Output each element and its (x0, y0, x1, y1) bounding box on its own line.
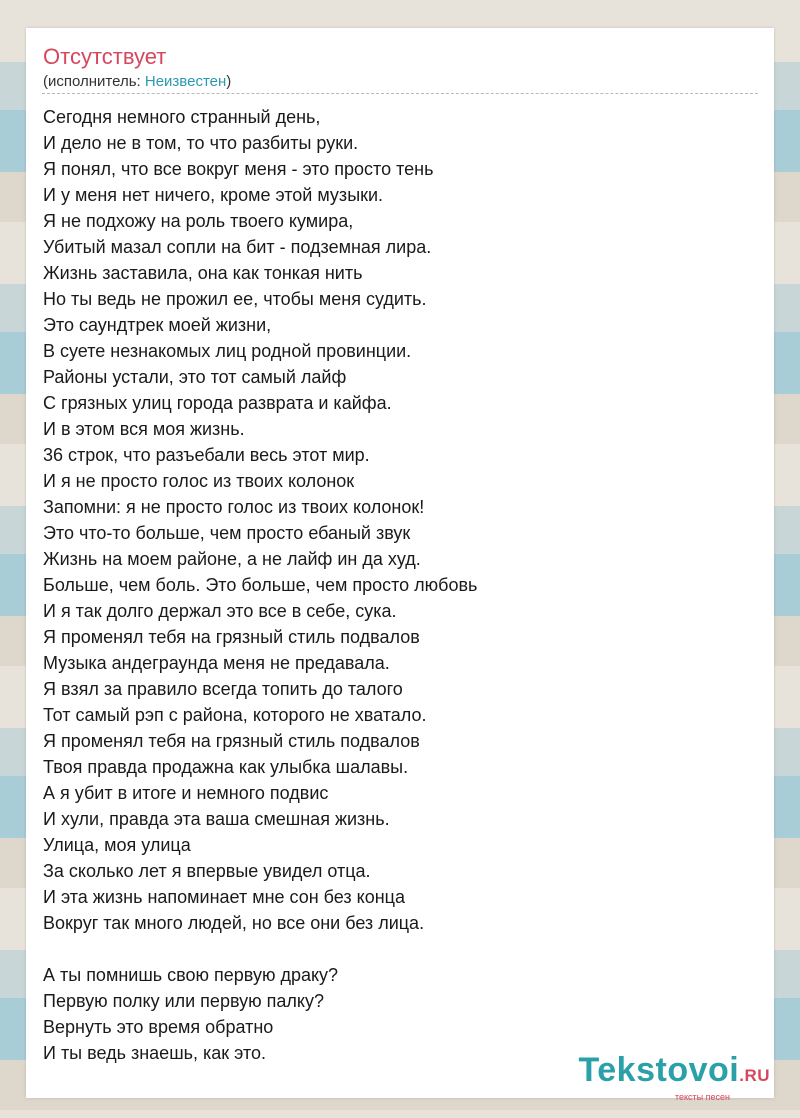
lyric-line: И я так долго держал это все в себе, сука. (43, 601, 397, 621)
lyric-line: Это саундтрек моей жизни, (43, 315, 272, 335)
lyric-line: А ты помнишь свою первую драку? (43, 965, 339, 985)
lyric-line: Музыка андеграунда меня не предавала. (43, 653, 390, 673)
lyric-line: 36 строк, что разъебали весь этот мир. (43, 445, 370, 465)
performer-suffix: ) (226, 73, 232, 90)
stanza-1 (43, 104, 763, 936)
lyric-line: Это что-то больше, чем просто ебаный звук (43, 523, 411, 543)
lyric-line: И дело не в том, то что разбиты руки. (43, 133, 359, 153)
lyric-line: И я не просто голос из твоих колонок (43, 471, 355, 491)
logo-tld: .RU (739, 1066, 770, 1085)
lyric-line: Улица, моя улица (43, 835, 191, 855)
logo-name: Tekstovoi (578, 1051, 740, 1089)
title-divider (42, 93, 758, 94)
lyric-line: Я променял тебя на грязный стиль подвалов (43, 627, 420, 647)
lyric-line: Я взял за правило всегда топить до талого (43, 679, 403, 699)
song-title: Отсутствует (43, 44, 167, 69)
site-logo[interactable] (579, 1052, 770, 1102)
lyric-line: Вокруг так много людей, но все они без лица. (43, 913, 425, 933)
lyric-line: В суете незнакомых лиц родной провинции. (43, 341, 412, 361)
lyric-line: И в этом вся моя жизнь. (43, 419, 245, 439)
lyric-line: Жизнь на моем районе, а не лайф ин да худ. (43, 549, 421, 569)
lyric-line: И хули, правда эта ваша смешная жизнь. (43, 809, 390, 829)
lyric-line: Я променял тебя на грязный стиль подвалов (43, 731, 420, 751)
lyric-line: Жизнь заставила, она как тонкая нить (43, 263, 363, 283)
logo-tagline: тексты песен (674, 1092, 730, 1102)
performer-link[interactable]: Неизвестен (144, 73, 227, 90)
logo-wordmark (579, 1052, 770, 1094)
lyric-line: Убитый мазал сопли на бит - подземная лира. (43, 237, 432, 257)
lyric-line: Тот самый рэп с района, которого не хватало. (43, 705, 427, 725)
lyric-line: Я понял, что все вокруг меня - это просто тень (43, 159, 434, 179)
stanza-gap (43, 936, 763, 962)
lyric-line: Твоя правда продажна как улыбка шалавы. (43, 757, 409, 777)
lyric-line: Больше, чем боль. Это больше, чем просто любовь (43, 575, 478, 595)
lyric-line: Запомни: я не просто голос из твоих колонок! (43, 497, 425, 517)
lyric-line: И эта жизнь напоминает мне сон без конца (43, 887, 406, 907)
lyric-line: Первую полку или первую палку? (43, 991, 324, 1011)
lyric-line: Вернуть это время обратно (43, 1017, 274, 1037)
lyric-line: А я убит в итоге и немного подвис (43, 783, 329, 803)
lyric-line: За сколько лет я впервые увидел отца. (43, 861, 371, 881)
performer-prefix: (исполнитель: (43, 73, 145, 90)
lyric-line: С грязных улиц города разврата и кайфа. (43, 393, 392, 413)
lyric-line: Районы устали, это тот самый лайф (43, 367, 347, 387)
lyric-line: И у меня нет ничего, кроме этой музыки. (43, 185, 384, 205)
lyric-line: Я не подхожу на роль твоего кумира, (43, 211, 354, 231)
lyric-line: Сегодня немного странный день, (43, 107, 321, 127)
lyric-line: Но ты ведь не прожил ее, чтобы меня судить. (43, 289, 427, 309)
lyric-line: И ты ведь знаешь, как это. (43, 1043, 267, 1063)
lyrics-body (43, 104, 763, 1066)
performer-line (43, 73, 231, 90)
